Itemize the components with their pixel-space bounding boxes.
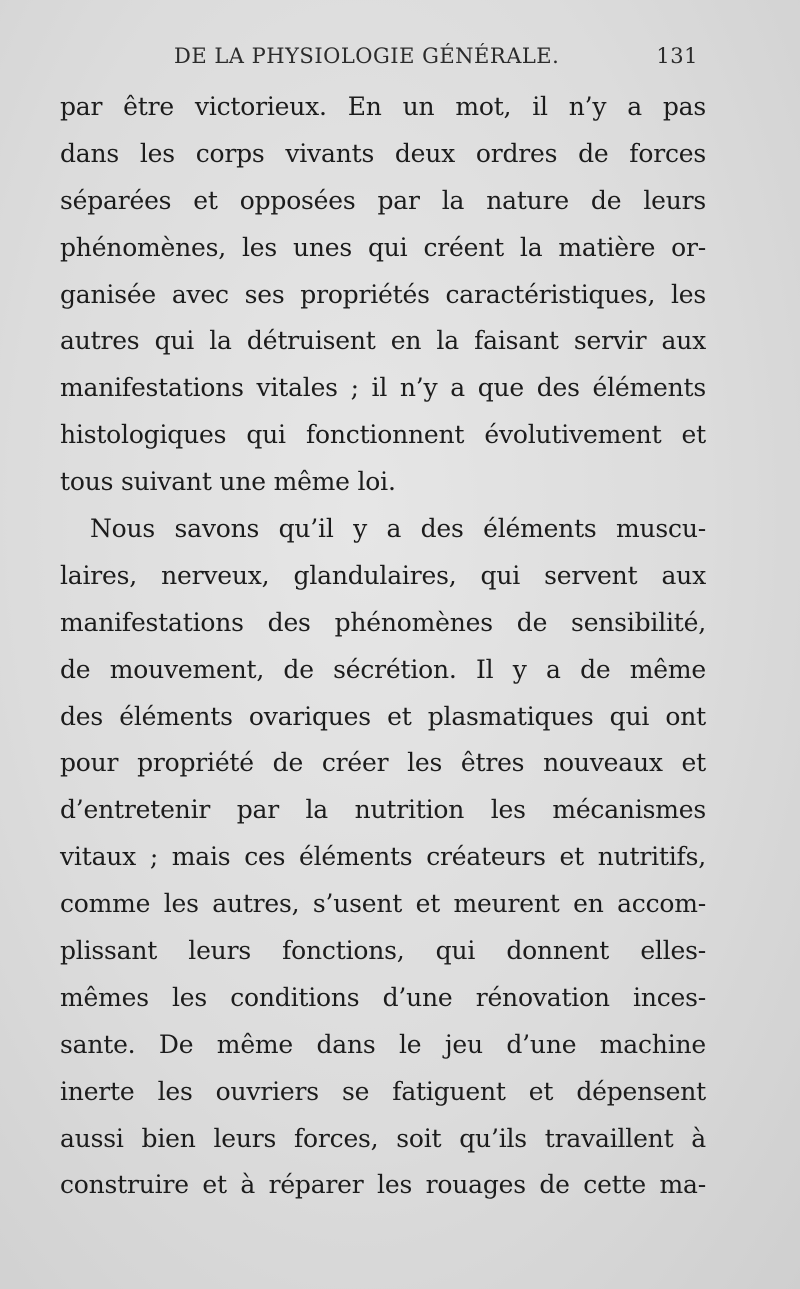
running-header <box>62 44 698 76</box>
text-line: comme les autres, s’usent et meurent en accom- <box>60 889 706 919</box>
running-title: DE LA PHYSIOLOGIE GÉNÉRALE. <box>174 44 560 68</box>
text-line: autres qui la détruisent en la faisant servir aux <box>60 326 706 356</box>
text-line: de mouvement, de sécrétion. Il y a de même <box>60 654 706 684</box>
text-line: aussi bien leurs forces, soit qu’ils travaillent à <box>60 1123 706 1153</box>
text-line: ganisée avec ses propriétés caractéristiques, les <box>60 279 706 309</box>
text-line: dans les corps vivants deux ordres de forces <box>60 138 706 168</box>
text-line: phénomènes, les unes qui créent la matière or- <box>60 232 706 262</box>
page-number: 131 <box>656 44 698 68</box>
text-line: vitaux ; mais ces éléments créateurs et nutritifs, <box>60 842 706 872</box>
text-line: d’entretenir par la nutrition les mécanismes <box>60 795 706 825</box>
text-line: laires, nerveux, glandulaires, qui servent aux <box>60 560 706 590</box>
text-line: histologiques qui fonctionnent évolutivement et <box>60 420 706 450</box>
paragraph-1 <box>60 84 706 506</box>
text-line: construire et à réparer les rouages de cette ma- <box>60 1170 706 1200</box>
paragraph-2 <box>60 506 706 1209</box>
text-line: Nous savons qu’il y a des éléments muscu- <box>90 514 706 544</box>
page-body <box>60 84 706 1209</box>
text-line: sante. De même dans le jeu d’une machine <box>60 1029 706 1059</box>
text-line: manifestations des phénomènes de sensibilité, <box>60 607 706 637</box>
text-line: tous suivant une même loi. <box>60 467 396 497</box>
text-line: des éléments ovariques et plasmatiques qui ont <box>60 701 706 731</box>
text-line: séparées et opposées par la nature de leurs <box>60 185 706 215</box>
text-line: pour propriété de créer les êtres nouveaux et <box>60 748 706 778</box>
text-line: par être victorieux. En un mot, il n’y a pas <box>60 92 706 121</box>
text-line: plissant leurs fonctions, qui donnent elles- <box>60 936 706 966</box>
text-line: inerte les ouvriers se fatiguent et dépensent <box>60 1076 706 1106</box>
text-line: manifestations vitales ; il n’y a que des éléments <box>60 373 706 403</box>
text-line: mêmes les conditions d’une rénovation inces- <box>60 982 706 1012</box>
